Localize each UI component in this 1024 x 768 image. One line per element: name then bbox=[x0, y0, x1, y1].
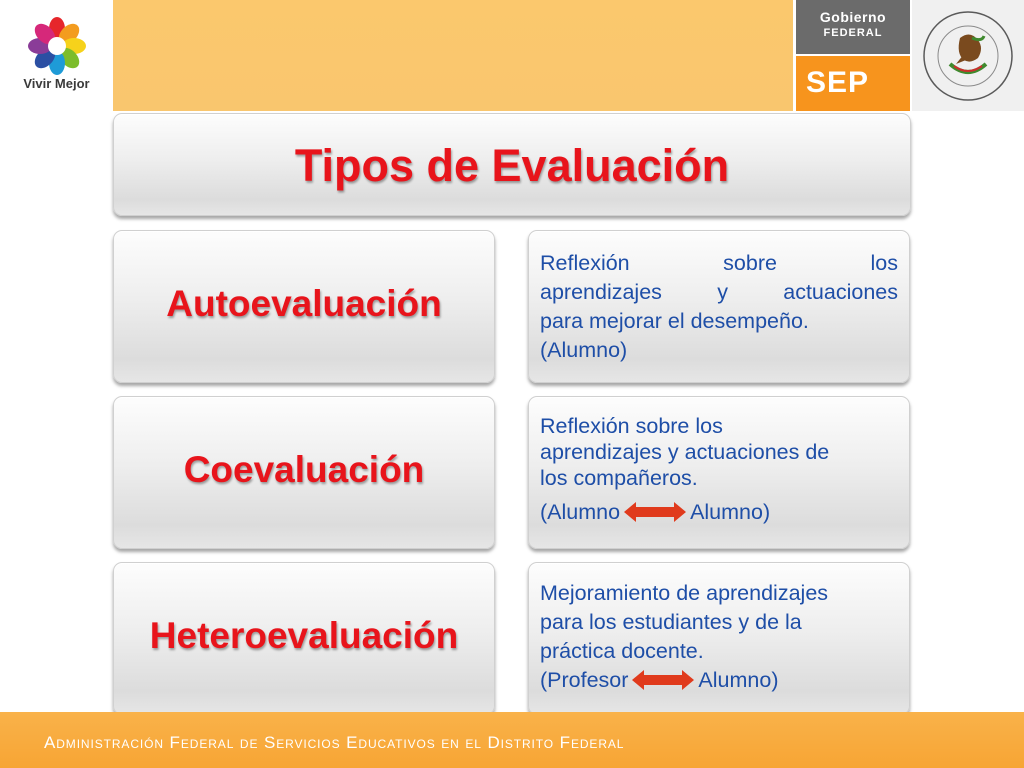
seal-panel bbox=[912, 0, 1024, 111]
desc-autoevaluacion bbox=[540, 249, 898, 365]
term-heteroevaluacion: Heteroevaluación bbox=[149, 615, 459, 656]
desc-line: Reflexión sobre los bbox=[540, 414, 723, 438]
relation-line bbox=[540, 666, 898, 695]
sep-badge bbox=[796, 56, 910, 111]
slide-title: Tipos de Evaluación bbox=[294, 140, 730, 191]
term-autoevaluacion: Autoevaluación bbox=[166, 283, 442, 324]
desc-box-heteroevaluacion bbox=[528, 562, 910, 715]
term-box-heteroevaluacion bbox=[113, 562, 495, 715]
slide-header bbox=[0, 0, 1024, 111]
double-arrow-icon bbox=[632, 670, 694, 690]
desc-line: Reflexión sobre los bbox=[540, 251, 898, 275]
desc-line: práctica docente. bbox=[540, 639, 704, 663]
flower-logo-icon bbox=[27, 16, 87, 76]
double-arrow-icon bbox=[624, 502, 686, 522]
relation-line bbox=[540, 499, 898, 525]
footer-text: Administración Federal de Servicios Educativos en el Distrito Federal bbox=[44, 733, 625, 752]
term-box-coevaluacion bbox=[113, 396, 495, 549]
desc-line: (Alumno) bbox=[540, 338, 628, 362]
coat-of-arms-icon bbox=[920, 8, 1016, 104]
desc-line: Mejoramiento de aprendizajes bbox=[540, 581, 829, 605]
gobierno-label: Gobierno bbox=[819, 9, 887, 25]
desc-line: los compañeros. bbox=[540, 466, 698, 490]
vivir-mejor-logo bbox=[0, 0, 113, 111]
relation-right: Alumno) bbox=[698, 668, 779, 692]
term-coevaluacion: Coevaluación bbox=[183, 449, 425, 490]
term-box-autoevaluacion bbox=[113, 230, 495, 383]
title-box bbox=[113, 113, 911, 216]
relation-left: (Profesor bbox=[540, 668, 629, 692]
slide-footer bbox=[0, 712, 1024, 768]
header-band bbox=[113, 0, 793, 111]
desc-box-autoevaluacion bbox=[528, 230, 910, 383]
federal-label: FEDERAL bbox=[823, 27, 883, 39]
sep-label: SEP bbox=[806, 66, 870, 99]
relation-left: (Alumno bbox=[540, 500, 621, 524]
gobierno-federal-badge bbox=[796, 0, 910, 54]
desc-line: para mejorar el desempeño. bbox=[540, 309, 809, 333]
desc-box-coevaluacion bbox=[528, 396, 910, 549]
desc-coevaluacion bbox=[540, 413, 898, 525]
desc-line: aprendizajes y actuaciones bbox=[540, 280, 898, 304]
desc-line: para los estudiantes y de la bbox=[540, 610, 802, 634]
relation-right: Alumno) bbox=[690, 500, 771, 524]
logo-label: Vivir Mejor bbox=[23, 76, 90, 91]
desc-heteroevaluacion bbox=[540, 579, 898, 695]
desc-line: aprendizajes y actuaciones de bbox=[540, 440, 830, 464]
